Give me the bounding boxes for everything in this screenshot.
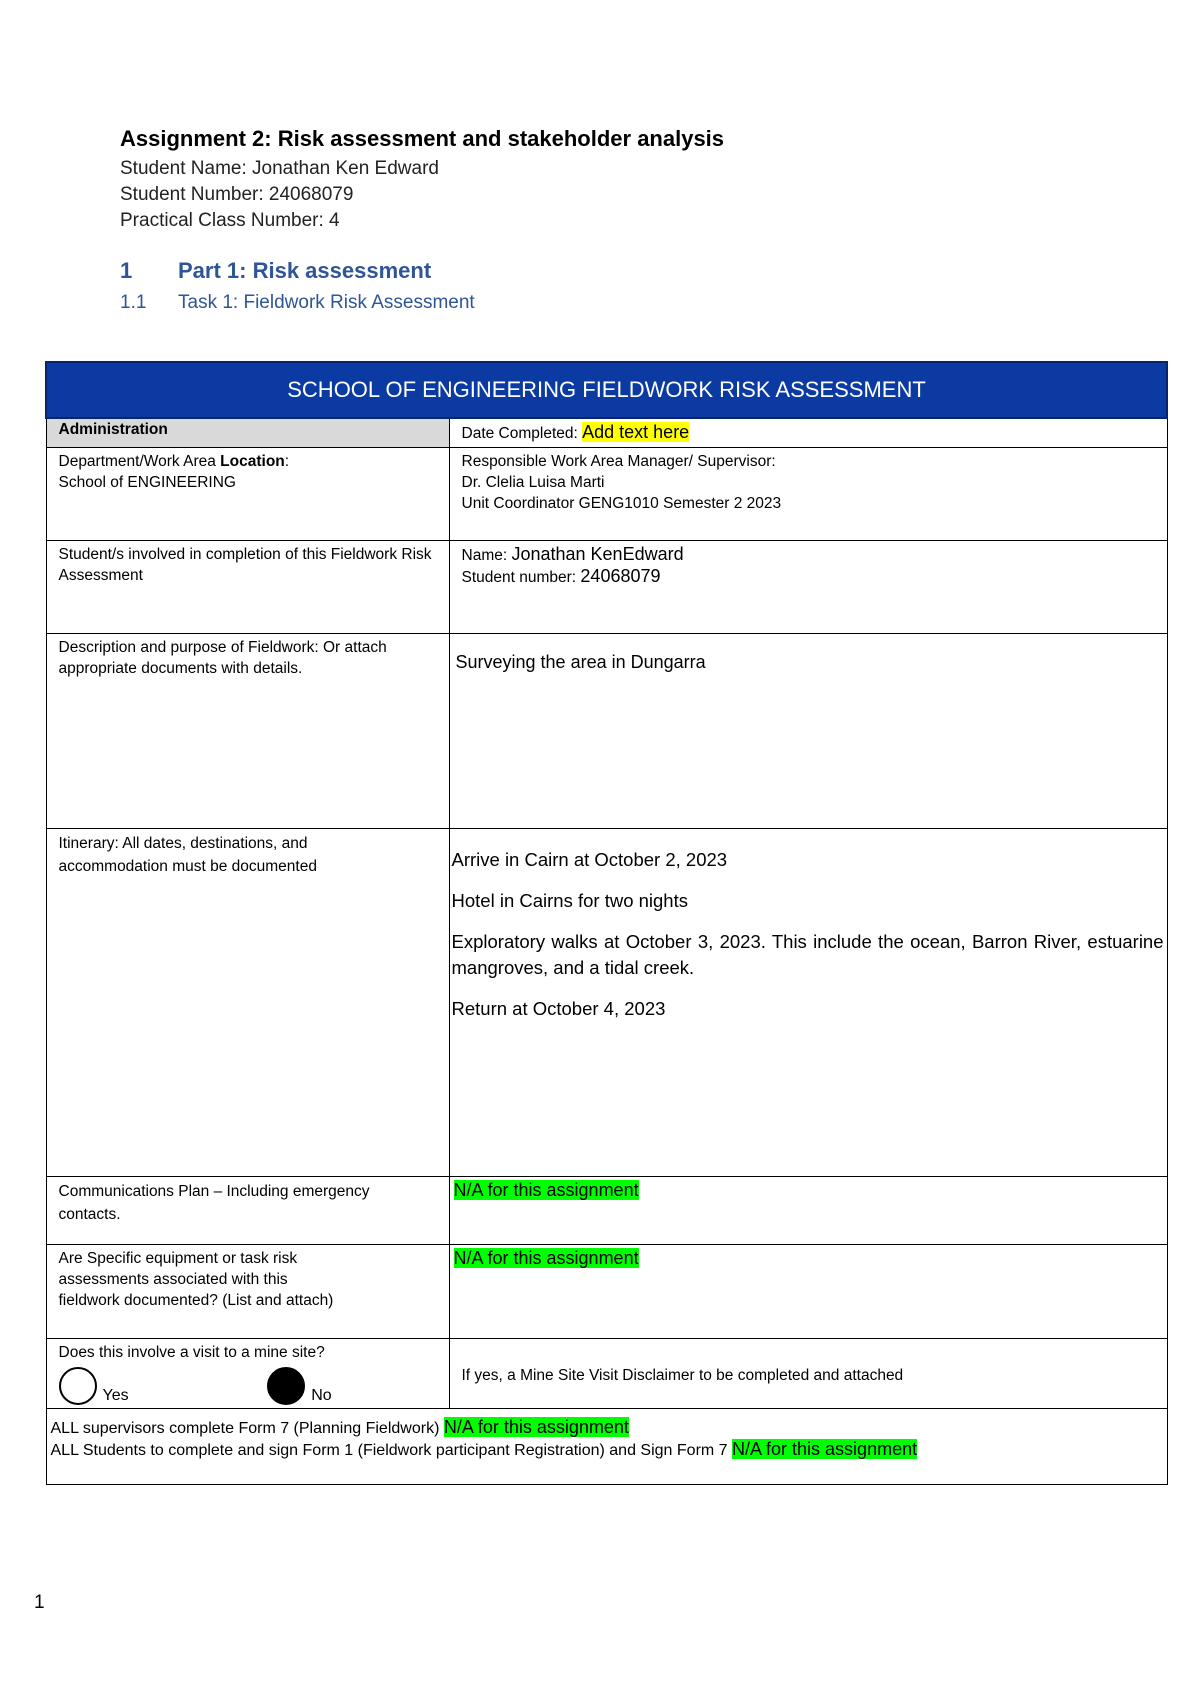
department-label: Department/Work Area Location: [58, 452, 290, 470]
manager-cell [449, 447, 1167, 540]
students-cell [449, 540, 1167, 633]
date-completed-label: Date Completed: [461, 425, 583, 442]
manager-role: Unit Coordinator GENG1010 Semester 2 2023 [461, 494, 782, 512]
comms-label: Communications Plan – Including emergency contacts. [46, 1176, 449, 1244]
form-instructions-cell [46, 1408, 1167, 1484]
comms-value-cell [449, 1176, 1167, 1244]
date-completed-value[interactable]: Add text here [582, 422, 690, 442]
mine-site-label: Does this involve a visit to a mine site? [58, 1343, 325, 1361]
heading-part-1-number: 1 [120, 258, 133, 283]
department-cell [46, 447, 449, 540]
mine-yes-radio[interactable] [59, 1367, 97, 1405]
equipment-label: Are Specific equipment or task risk assessments associated with this fieldwork documented? (List and attach) [46, 1244, 449, 1338]
heading-task-1-text: Task 1: Fieldwork Risk Assessment [178, 292, 475, 313]
date-completed-cell[interactable] [449, 418, 1167, 447]
students-label: Student/s involved in completion of this Fieldwork Risk Assessment [46, 540, 449, 633]
student-instruction: ALL Students to complete and sign Form 1 (Fieldwork participant Registration) and Sign Form 7 N/A for this assignment [50, 1438, 918, 1459]
students-number: Student number: 24068079 [461, 565, 661, 586]
document-title: Assignment 2: Risk assessment and stakeholder analysis [120, 126, 725, 151]
student-name: Student Name: Jonathan Ken Edward [120, 158, 439, 179]
manager-label: Responsible Work Area Manager/ Supervisor: [461, 452, 776, 470]
mine-site-cell [46, 1338, 449, 1408]
itinerary-item: Return at October 4, 2023 [451, 997, 666, 1019]
student-number: Student Number: 24068079 [120, 184, 354, 205]
heading-task-1-number: 1.1 [120, 292, 147, 313]
page-number: 1 [34, 1592, 45, 1613]
itinerary-value [449, 828, 1167, 1176]
itinerary-label: Itinerary: All dates, destinations, and accommodation must be documented [46, 828, 449, 1176]
mine-note-cell [449, 1338, 1167, 1408]
itinerary-item: Hotel in Cairns for two nights [451, 889, 688, 911]
comms-value: N/A for this assignment [453, 1179, 639, 1200]
description-label: Description and purpose of Fieldwork: Or attach appropriate documents with details. [46, 633, 449, 828]
equipment-value: N/A for this assignment [453, 1247, 639, 1268]
practical-class-number: Practical Class Number: 4 [120, 210, 340, 231]
department-value: School of ENGINEERING [58, 473, 236, 491]
heading-part-1-text: Part 1: Risk assessment [178, 258, 432, 283]
supervisor-instruction: ALL supervisors complete Form 7 (Planning Fieldwork) N/A for this assignment [50, 1416, 629, 1437]
document-header [120, 126, 724, 234]
administration-label: Administration [46, 418, 449, 447]
manager-name: Dr. Clelia Luisa Marti [461, 473, 605, 491]
itinerary-item: Arrive in Cairn at October 2, 2023 [451, 848, 728, 870]
itinerary-item: Exploratory walks at October 3, 2023. This include the ocean, Barron River, estuarine mangroves, and a tidal creek. [451, 930, 1164, 978]
mine-note: If yes, a Mine Site Visit Disclaimer to be completed and attached [461, 1366, 904, 1384]
description-value: Surveying the area in Dungarra [449, 633, 1167, 828]
equipment-value-cell [449, 1244, 1167, 1338]
heading-task-1 [120, 292, 475, 314]
table-banner: SCHOOL OF ENGINEERING FIELDWORK RISK ASSESSMENT [46, 362, 1167, 418]
mine-no-label: No [311, 1386, 332, 1404]
mine-yes-label: Yes [102, 1386, 129, 1404]
students-name: Name: Jonathan KenEdward [461, 543, 684, 564]
risk-assessment-table [45, 361, 1168, 1485]
mine-no-radio[interactable] [267, 1367, 305, 1405]
heading-part-1 [120, 258, 431, 284]
